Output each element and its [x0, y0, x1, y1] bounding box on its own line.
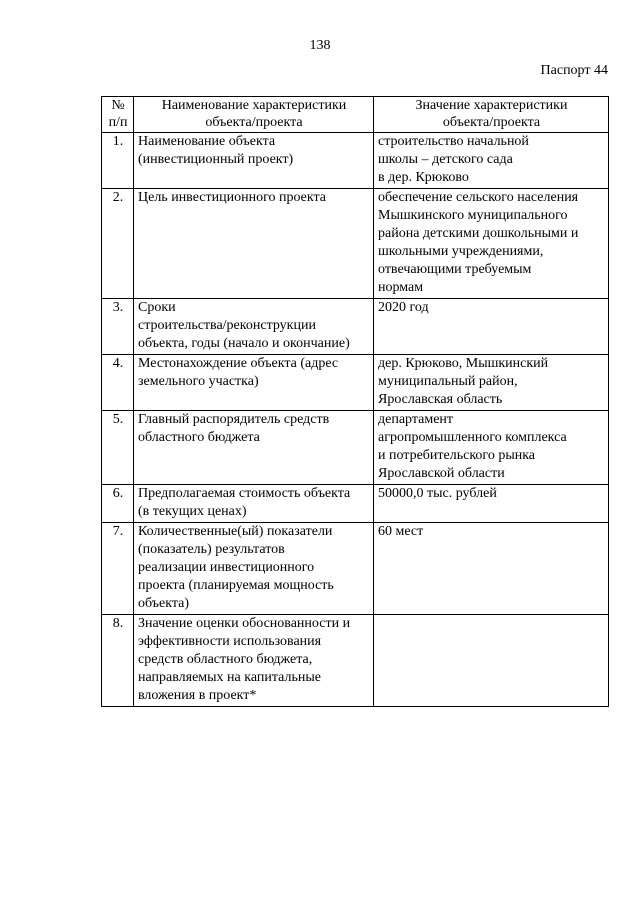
row-value	[374, 615, 609, 707]
table-header-row	[102, 97, 609, 133]
row-name: Местонахождение объекта (адрес земельного участка)	[134, 355, 374, 411]
row-number: 4.	[102, 355, 134, 411]
table-row	[102, 523, 609, 615]
page-number: 138	[309, 38, 331, 53]
table-row	[102, 411, 609, 485]
row-name: Цель инвестиционного проекта	[134, 189, 374, 299]
row-number: 5.	[102, 411, 134, 485]
header-characteristic-value: Значение характеристики объекта/проекта	[374, 97, 609, 133]
table-row	[102, 189, 609, 299]
table-row	[102, 485, 609, 523]
row-value: 2020 год	[374, 299, 609, 355]
row-value: дер. Крюково, Мышкинский муниципальный район, Ярославская область	[374, 355, 609, 411]
row-value: обеспечение сельского населения Мышкинского муниципального района детскими дошкольными и школьными учреждениями, отвечающими требуемым нормам	[374, 189, 609, 299]
row-value: строительство начальной школы – детского сада в дер. Крюково	[374, 133, 609, 189]
header-number: № п/п	[102, 97, 134, 133]
row-name: Значение оценки обоснованности и эффективности использования средств областного бюджета, направляемых на капитальные вложения в проект*	[134, 615, 374, 707]
row-name: Сроки строительства/реконструкции объекта, годы (начало и окончание)	[134, 299, 374, 355]
row-number: 7.	[102, 523, 134, 615]
row-number: 6.	[102, 485, 134, 523]
table-row	[102, 299, 609, 355]
passport-table	[101, 96, 609, 707]
row-number: 2.	[102, 189, 134, 299]
row-name: Наименование объекта (инвестиционный проект)	[134, 133, 374, 189]
table-row	[102, 133, 609, 189]
row-value: 50000,0 тыс. рублей	[374, 485, 609, 523]
row-name: Главный распорядитель средств областного бюджета	[134, 411, 374, 485]
row-number: 8.	[102, 615, 134, 707]
passport-label: Паспорт 44	[540, 63, 608, 78]
row-number: 3.	[102, 299, 134, 355]
row-value: департамент агропромышленного комплекса и потребительского рынка Ярославской области	[374, 411, 609, 485]
header-characteristic-name: Наименование характеристики объекта/проекта	[134, 97, 374, 133]
row-value: 60 мест	[374, 523, 609, 615]
row-name: Количественные(ый) показатели (показатель) результатов реализации инвестиционного проекта (планируемая мощность объекта)	[134, 523, 374, 615]
row-name: Предполагаемая стоимость объекта (в текущих ценах)	[134, 485, 374, 523]
row-number: 1.	[102, 133, 134, 189]
table-row	[102, 355, 609, 411]
table-row	[102, 615, 609, 707]
